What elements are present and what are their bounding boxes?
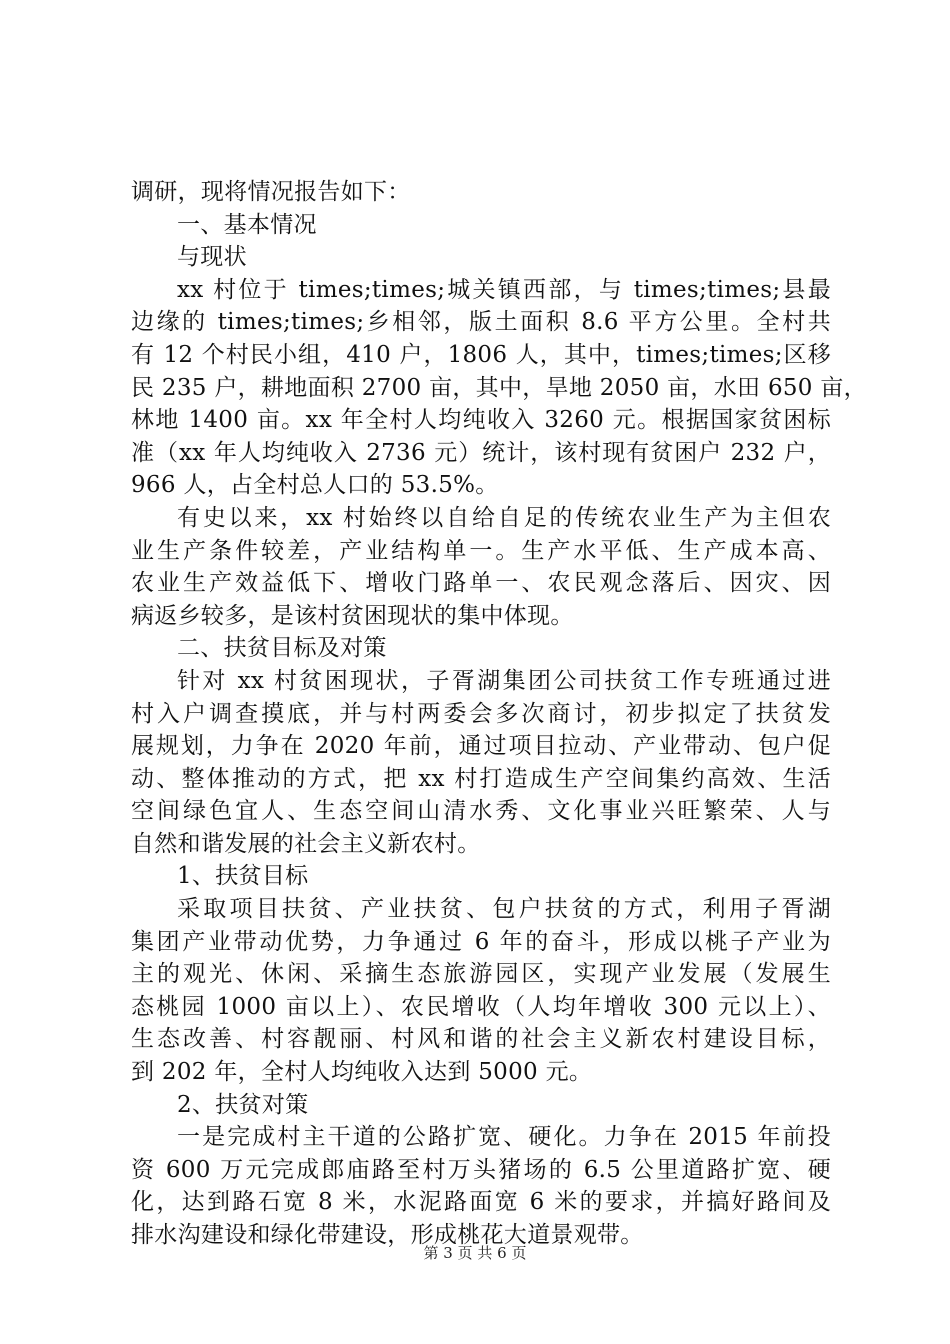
document-line: 化，达到路石宽 8 米，水泥路面宽 6 米的要求，并搞好路间及 — [131, 1189, 831, 1216]
document-line: 调研，现将情况报告如下： — [131, 179, 411, 205]
document-line: 针对 xx 村贫困现状，子胥湖集团公司扶贫工作专班通过进 — [177, 667, 831, 694]
page-footer: 第 3 页 共 6 页 — [423, 1244, 527, 1262]
document-line: 村入户调查摸底，并与村两委会多次商讨，初步拟定了扶贫发 — [131, 700, 831, 727]
document-line: 动、整体推动的方式，把 xx 村打造成生产空间集约高效、生活 — [131, 765, 831, 792]
document-line: 民 235 户，耕地面积 2700 亩，其中，旱地 2050 亩，水田 650 亩， — [131, 374, 867, 401]
document-line: 到 202 年，全村人均纯收入达到 5000 元。 — [131, 1059, 593, 1086]
document-line: 空间绿色宜人、生态空间山清水秀、文化事业兴旺繁荣、人与 — [131, 798, 831, 825]
document-line: 资 600 万元完成郎庙路至村万头猪场的 6.5 公里道路扩宽、硬 — [131, 1156, 831, 1183]
document-line: 排水沟建设和绿化带建设，形成桃花大道景观带。 — [131, 1222, 644, 1248]
document-line: 二、扶贫目标及对策 — [177, 635, 387, 662]
document-line: 一是完成村主干道的公路扩宽、硬化。力争在 2015 年前投 — [177, 1124, 831, 1151]
document-line: 业生产条件较差，产业结构单一。生产水平低、生产成本高、 — [131, 537, 831, 564]
document-body — [131, 176, 867, 1252]
document-line: 病返乡较多，是该村贫困现状的集中体现。 — [131, 602, 574, 629]
document-line: 与现状 — [177, 244, 247, 271]
document-line: 1、扶贫目标 — [177, 863, 309, 890]
document-line: 边缘的 times;times;乡相邻，版土面积 8.6 平方公里。全村共 — [131, 309, 831, 336]
document-line: 有史以来，xx 村始终以自给自足的传统农业生产为主但农 — [177, 504, 831, 531]
document-line: 林地 1400 亩。xx 年全村人均纯收入 3260 元。根据国家贫困标 — [131, 407, 831, 434]
document-line: xx 村位于 times;times;城关镇西部，与 times;times;县最 — [177, 276, 831, 303]
document-line: 采取项目扶贫、产业扶贫、包户扶贫的方式，利用子胥湖 — [177, 896, 831, 923]
document-line: 态桃园 1000 亩以上）、农民增收（人均年增收 300 元以上）、 — [131, 993, 831, 1020]
document-line: 农业生产效益低下、增收门路单一、农民观念落后、因灾、因 — [131, 570, 831, 597]
document-line: 准（xx 年人均纯收入 2736 元）统计，该村现有贫困户 232 户， — [131, 439, 831, 466]
document-line: 有 12 个村民小组，410 户，1806 人，其中，times;times;区移 — [131, 341, 831, 368]
document-line: 集团产业带动优势，力争通过 6 年的奋斗，形成以桃子产业为 — [131, 928, 831, 955]
document-line: 2、扶贫对策 — [177, 1091, 309, 1118]
document-line: 展规划，力争在 2020 年前，通过项目拉动、产业带动、包户促 — [131, 733, 831, 760]
document-line: 一、基本情况 — [177, 211, 317, 238]
document-line: 生态改善、村容靓丽、村风和谐的社会主义新农村建设目标， — [131, 1026, 831, 1053]
document-line: 自然和谐发展的社会主义新农村。 — [131, 830, 481, 857]
document-line: 966 人，占全村总人口的 53.5%。 — [131, 472, 499, 499]
document-line: 主的观光、休闲、采摘生态旅游园区，实现产业发展（发展生 — [131, 961, 831, 988]
